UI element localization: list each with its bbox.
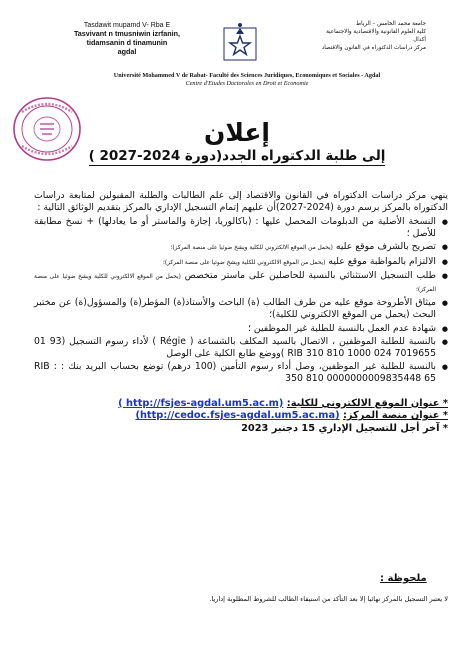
requirement-item xyxy=(34,256,448,269)
requirement-text: بالنسبة للطلبة غير الموظفين، وصل أداء رسوم التأمين (100 درهم) توضع بحساب البريد بنك : RIB : 350 810 0000000009835448 65 xyxy=(34,361,437,385)
requirement-note: (يحمل من الموقع الالكتروني للكلية ويشخ ضوئيا على منصة المركز)؛ xyxy=(170,245,333,252)
header-amazigh-block xyxy=(62,22,192,56)
requirement-item xyxy=(34,216,448,240)
header-ar-line-4: مركز دراسات الدكتوراه في القانون والاقتصاد xyxy=(321,45,426,51)
header-fr-line-2: Centre d'Etudes Doctorales en Droit et Economie xyxy=(185,80,309,87)
requirement-item xyxy=(34,270,448,296)
university-emblem-icon xyxy=(222,22,258,62)
requirement-text: ميثاق الأطروحة موقع عليه من طرف الطالب (ة) الباحث والأستاذ(ة) المؤطر(ة) والمسؤول(ة) عن مختبر البحث (يحمل من الموقع الالكتروني للكلية)؛ xyxy=(34,297,436,321)
header-french-block xyxy=(40,72,454,87)
requirement-note: (يحمل من الموقع الالكتروني للكلية ويشخ ضوئيا على منصة المركز)؛ xyxy=(34,273,436,294)
header-fr-line-1: Université Mohammed V de Rabat- Faculté des Sciences Juridiques, Economiques et Sociales - Agdal xyxy=(113,72,381,79)
requirement-text: بالنسبة للطلبة الموظفين ، الاتصال بالسيد المكلف بالشساعة ( Régie ) لأداء رسوم التسجيل (93 01 RIB 310 810 1000 024 7019655 )ووضع طابع الكلية على الوصل xyxy=(34,335,436,360)
announcement-body xyxy=(34,190,448,435)
registration-deadline: * آخر أجل للتسجيل الإداري 15 دجنبر 2023 xyxy=(241,422,448,434)
subtitle-text: إلى طلبة الدكتوراه الجدد(دورة 2024-2027 ) xyxy=(88,148,386,164)
requirement-text: تصريح بالشرف موقع عليه xyxy=(335,241,436,253)
announcement-title: إعلان xyxy=(204,118,270,147)
center-platform-line xyxy=(34,410,448,423)
requirement-text: شهادة عدم العمل بالنسبة للطلبة غير الموظفين ؛ xyxy=(248,322,436,334)
requirement-item xyxy=(34,297,448,321)
header-ar-line-1: جامعة محمد الخامس – الرباط xyxy=(355,21,426,27)
note-title: ملحوظة : xyxy=(380,573,427,584)
faculty-website-link[interactable]: ( http://fsjes-agdal.um5.ac.m) xyxy=(118,397,284,409)
header-amazigh-line-3: agdal xyxy=(117,47,137,56)
header-arabic-block xyxy=(286,20,426,52)
header-amazigh-line-1: Tasvivant n tmusniwin izrfanin, xyxy=(73,29,181,38)
intro-paragraph: ينهي مركز دراسات الدكتوراه في القانون والاقتصاد إلى علم الطالبات والطلبة المقبولين لمتابعة دراسات الدكتوراه بالمركز برسم دورة (2024-2027)أن عليهم إتمام التسجيل الإداري بالمركز بتقديم الوثائق التالية : xyxy=(34,190,448,213)
requirement-text: النسخة الأصلية من الدبلومات المحصل عليها : (باكالوريا، إجازة والماستر أو ما يعادلها) + نسخ مطابقة للأصل ؛ xyxy=(34,216,436,240)
center-platform-link[interactable]: (http://cedoc.fsjes-agdal.um5.ac.ma) xyxy=(135,410,340,422)
faculty-website-label: * عنوان الموقع الالكتروني للكلية: xyxy=(286,397,448,409)
requirement-item xyxy=(34,241,448,254)
requirement-note: (يحمل من الموقع الالكتروني للكلية ويشخ ضوئيا على منصة المركز)؛ xyxy=(163,259,326,266)
requirement-item xyxy=(34,323,448,335)
requirement-text: الالتزام بالمواظبة موقع عليه xyxy=(328,255,436,267)
header-ar-line-3: أكدال xyxy=(413,37,426,43)
links-block xyxy=(34,398,448,436)
requirement-item xyxy=(34,361,448,385)
faculty-website-line xyxy=(34,398,448,411)
announcement-subtitle xyxy=(0,148,474,166)
note-text: لا يعتبر التسجيل بالمركز نهائيا إلا بعد التأكد من استيفاء الطالب للشروط المطلوبة إداريا. xyxy=(209,595,448,603)
requirement-item xyxy=(34,336,448,360)
requirements-list xyxy=(34,216,448,386)
header-ar-line-2: كلية العلوم القانونية والاقتصادية والاجتماعية xyxy=(326,29,426,35)
center-platform-label: * عنوان منصة المركز: xyxy=(343,410,448,422)
header-amazigh-line-2: tidamsanin d tinamunin xyxy=(86,38,168,47)
requirement-text: طلب التسجيل الاستثنائي بالنسبة للحاصلين على ماستر متخصص xyxy=(184,269,436,281)
header-tifinagh-line: Tasdawit mupamd V- Rba E xyxy=(83,22,171,29)
